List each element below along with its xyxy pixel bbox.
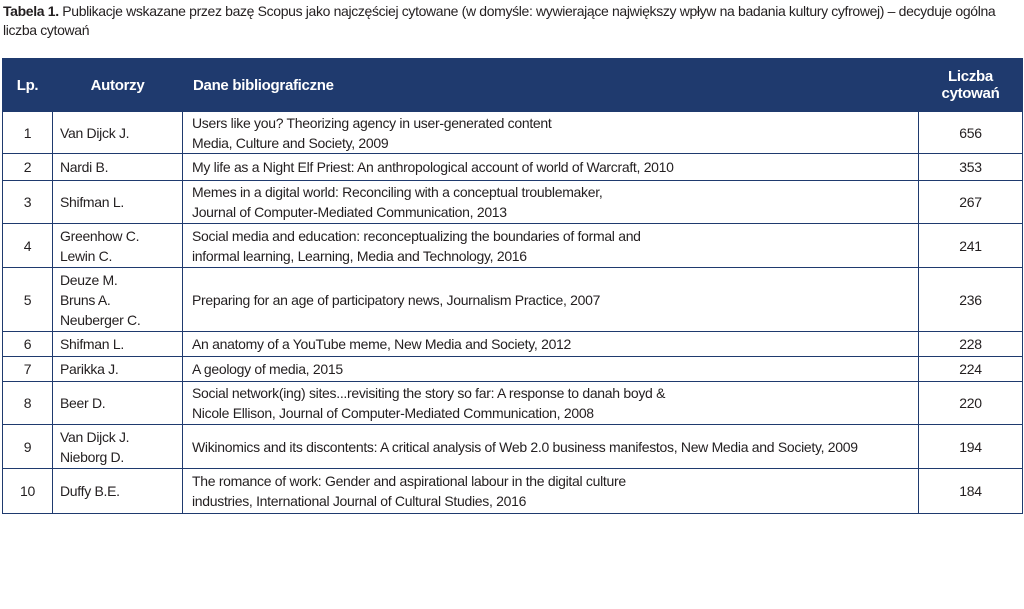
cell-lp: 10 xyxy=(3,469,53,514)
bibliography-line: My life as a Night Elf Priest: An anthropological account of world of Warcraft, 2010 xyxy=(192,159,674,175)
cell-authors xyxy=(53,112,183,154)
bibliography-line: Wikinomics and its discontents: A critical analysis of Web 2.0 business manifestos, New Media and Society, 2009 xyxy=(192,438,858,455)
cell-citations: 236 xyxy=(919,268,1023,332)
header-citations-line1: Liczba xyxy=(948,68,993,85)
author-name: Van Dijck J. xyxy=(60,428,130,445)
cell-citations: 241 xyxy=(919,224,1023,268)
cell-lp: 1 xyxy=(3,112,53,154)
table-row xyxy=(3,357,1023,382)
cell-lp: 4 xyxy=(3,224,53,268)
cell-citations: 184 xyxy=(919,469,1023,514)
table-row xyxy=(3,224,1023,268)
cell-lp: 9 xyxy=(3,425,53,469)
bibliography-line: An anatomy of a YouTube meme, New Media and Society, 2012 xyxy=(192,336,572,352)
bibliography-line: Media, Culture and Society, 2009 xyxy=(192,134,389,151)
cell-authors xyxy=(53,469,183,514)
cell-authors xyxy=(53,332,183,357)
cell-bibliography xyxy=(183,332,919,357)
header-citations-line2: cytowań xyxy=(941,85,1000,102)
header-authors: Autorzy xyxy=(53,59,183,112)
cell-lp: 6 xyxy=(3,332,53,357)
bibliography-line: The romance of work: Gender and aspirational labour in the digital culture xyxy=(192,473,626,489)
cell-authors xyxy=(53,154,183,181)
cell-citations: 656 xyxy=(919,112,1023,154)
author-name: Neuberger C. xyxy=(60,311,141,328)
bibliography-line: industries, International Journal of Cultural Studies, 2016 xyxy=(192,493,527,509)
header-citations xyxy=(919,59,1023,112)
cell-bibliography xyxy=(183,224,919,268)
cell-authors xyxy=(53,382,183,425)
table-row xyxy=(3,425,1023,469)
citations-table xyxy=(2,58,1023,514)
cell-authors xyxy=(53,357,183,382)
cell-lp: 7 xyxy=(3,357,53,382)
cell-lp: 2 xyxy=(3,154,53,181)
cell-lp: 3 xyxy=(3,181,53,224)
table-row xyxy=(3,268,1023,332)
author-name: Nieborg D. xyxy=(60,448,124,465)
header-lp: Lp. xyxy=(3,59,53,112)
bibliography-line: Journal of Computer-Mediated Communication, 2013 xyxy=(192,204,507,220)
bibliography-line: Nicole Ellison, Journal of Computer-Mediated Communication, 2008 xyxy=(192,405,594,421)
table-caption xyxy=(3,2,1021,40)
cell-bibliography xyxy=(183,469,919,514)
author-name: Lewin C. xyxy=(60,247,113,264)
table-row xyxy=(3,154,1023,181)
table-row xyxy=(3,469,1023,514)
cell-authors xyxy=(53,268,183,332)
cell-lp: 8 xyxy=(3,382,53,425)
table-row xyxy=(3,181,1023,224)
author-name: Deuze M. xyxy=(60,271,118,288)
header-bibliography: Dane bibliograficzne xyxy=(183,59,919,112)
author-name: Parikka J. xyxy=(60,361,119,377)
table-row xyxy=(3,382,1023,425)
cell-bibliography xyxy=(183,425,919,469)
cell-bibliography xyxy=(183,268,919,332)
author-name: Shifman L. xyxy=(60,194,124,210)
bibliography-line: Users like you? Theorizing agency in user-generated content xyxy=(192,114,552,131)
cell-bibliography xyxy=(183,154,919,181)
bibliography-line: Memes in a digital world: Reconciling with a conceptual troublemaker, xyxy=(192,184,603,200)
bibliography-line: Social media and education: reconceptualizing the boundaries of formal and xyxy=(192,227,641,244)
bibliography-line: informal learning, Learning, Media and Technology, 2016 xyxy=(192,247,527,264)
table-caption-text: Publikacje wskazane przez bazę Scopus jako najczęściej cytowane (w domyśle: wywierające największy wpływ na badania kultury cyfrowej) – decyduje ogólna liczba cytowań xyxy=(3,3,996,38)
author-name: Greenhow C. xyxy=(60,227,140,244)
cell-bibliography xyxy=(183,112,919,154)
cell-bibliography xyxy=(183,181,919,224)
cell-bibliography xyxy=(183,382,919,425)
table-row xyxy=(3,112,1023,154)
cell-lp: 5 xyxy=(3,268,53,332)
cell-authors xyxy=(53,224,183,268)
cell-citations: 353 xyxy=(919,154,1023,181)
cell-citations: 194 xyxy=(919,425,1023,469)
cell-citations: 228 xyxy=(919,332,1023,357)
author-name: Nardi B. xyxy=(60,159,109,175)
bibliography-line: Preparing for an age of participatory news, Journalism Practice, 2007 xyxy=(192,291,601,308)
cell-authors xyxy=(53,181,183,224)
table-body xyxy=(3,112,1023,514)
table-row xyxy=(3,332,1023,357)
cell-bibliography xyxy=(183,357,919,382)
author-name: Van Dijck J. xyxy=(60,124,130,141)
author-name: Duffy B.E. xyxy=(60,483,120,499)
cell-citations: 224 xyxy=(919,357,1023,382)
author-name: Beer D. xyxy=(60,395,106,411)
table-header-row xyxy=(3,59,1023,112)
cell-authors xyxy=(53,425,183,469)
cell-citations: 220 xyxy=(919,382,1023,425)
cell-citations: 267 xyxy=(919,181,1023,224)
bibliography-line: A geology of media, 2015 xyxy=(192,361,343,377)
author-name: Bruns A. xyxy=(60,291,111,308)
bibliography-line: Social network(ing) sites...revisiting the story so far: A response to danah boyd & xyxy=(192,385,666,401)
author-name: Shifman L. xyxy=(60,336,124,352)
table-caption-label: Tabela 1. xyxy=(3,3,59,19)
